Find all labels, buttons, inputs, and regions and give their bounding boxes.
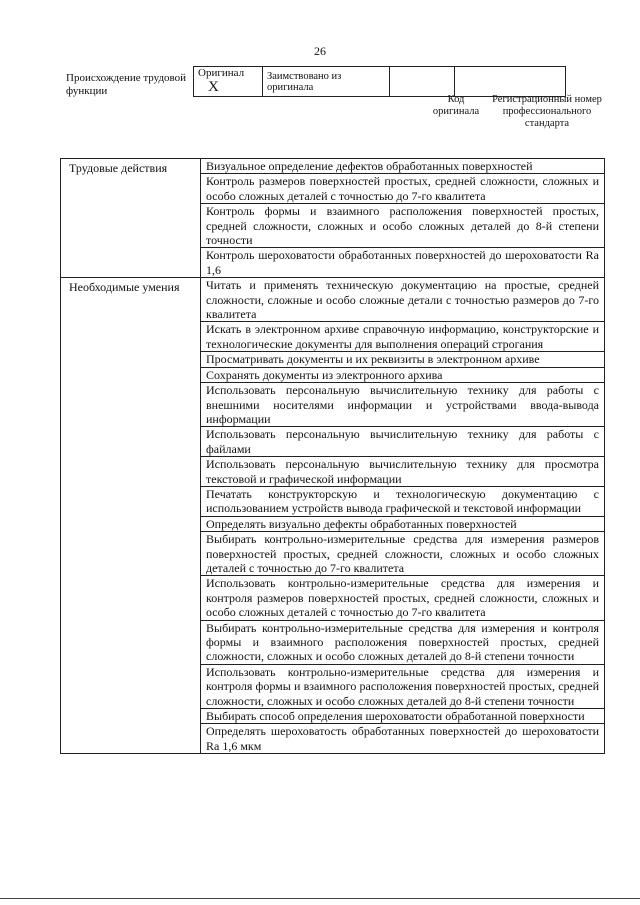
required-skills-item: Определять шероховатость обработанных поверхностей до шероховатости Ra 1,6 мкм <box>201 724 605 754</box>
required-skills-item: Использовать контрольно-измерительные средства для измерения и контроля размеров поверхностей простых, средней сложности, сложных и особо сложных деталей с точностью до 7-го квалитета <box>201 576 605 620</box>
required-skills-item: Искать в электронном архиве справочную информацию, конструкторские и технологические документы для выполнения операций строгания <box>201 322 605 352</box>
required-skills-item: Выбирать способ определения шероховатости обработанной поверхности <box>201 709 605 724</box>
labor-actions-item: Контроль формы и взаимного расположения поверхностей простых, средней сложности, сложных и особо сложных деталей до 8-й степени точности <box>201 204 605 248</box>
origin-label: Происхождение трудовой функции <box>66 72 187 97</box>
page-number: 26 <box>314 44 326 58</box>
required-skills-item: Использовать персональную вычислительную технику для просмотра текстовой и графической информации <box>201 457 605 487</box>
functions-table <box>60 158 605 754</box>
required-skills-item: Использовать контрольно-измерительные средства для измерения и контроля формы и взаимного расположения поверхностей простых, средней сложности, сложных и особо сложных деталей до 8-й степени точности <box>201 664 605 708</box>
reg-caption: Регистрационный номер профессионального стандарта <box>492 94 602 129</box>
labor-actions-item: Контроль шероховатости обработанных поверхностей до шероховатости Ra 1,6 <box>201 248 605 278</box>
required-skills-item: Использовать персональную вычислительную технику для работы с файлами <box>201 427 605 457</box>
required-skills-item: Определять визуально дефекты обработанных поверхностей <box>201 516 605 531</box>
origin-code-cell <box>390 67 455 97</box>
required-skills-label: Необходимые умения <box>61 278 201 754</box>
required-skills-row <box>61 278 605 322</box>
origin-reg-cell <box>455 67 566 97</box>
required-skills-item: Использовать персональную вычислительную технику для работы с внешними носителями информации и устройствами ввода-вывода информации <box>201 383 605 427</box>
labor-actions-item: Контроль размеров поверхностей простых, средней сложности, сложных и особо сложных деталей с точностью до 7-го квалитета <box>201 174 605 204</box>
required-skills-item: Выбирать контрольно-измерительные средства для измерения и контроля формы и взаимного расположения поверхностей простых, средней сложности, сложных и особо сложных деталей до 8-й степени точности <box>201 620 605 664</box>
page-bottom-edge <box>0 898 640 899</box>
origin-original-cell <box>194 67 263 97</box>
origin-borrowed-cell <box>263 67 390 97</box>
required-skills-item: Печатать конструкторскую и технологическую документацию с использованием устройств вывода графической и текстовой информации <box>201 486 605 516</box>
borrowed-label: Заимствовано из оригинала <box>267 70 342 93</box>
code-caption: Код оригинала <box>432 94 480 117</box>
origin-table <box>193 66 566 97</box>
required-skills-item: Сохранять документы из электронного архива <box>201 367 605 382</box>
labor-actions-label: Трудовые действия <box>61 159 201 278</box>
labor-actions-row <box>61 159 605 174</box>
original-label: Оригинал <box>198 67 245 79</box>
original-mark: X <box>208 79 219 95</box>
required-skills-item: Выбирать контрольно-измерительные средства для измерения размеров поверхностей простых, средней сложности, сложных и особо сложных деталей с точностью до 7-го квалитета <box>201 532 605 576</box>
required-skills-item: Просматривать документы и их реквизиты в электронном архиве <box>201 352 605 367</box>
required-skills-item: Читать и применять техническую документацию на простые, средней сложности, сложные и особо сложные детали с точностью размеров до 7-го квалитета <box>201 278 605 322</box>
labor-actions-item: Визуальное определение дефектов обработанных поверхностей <box>201 159 605 174</box>
